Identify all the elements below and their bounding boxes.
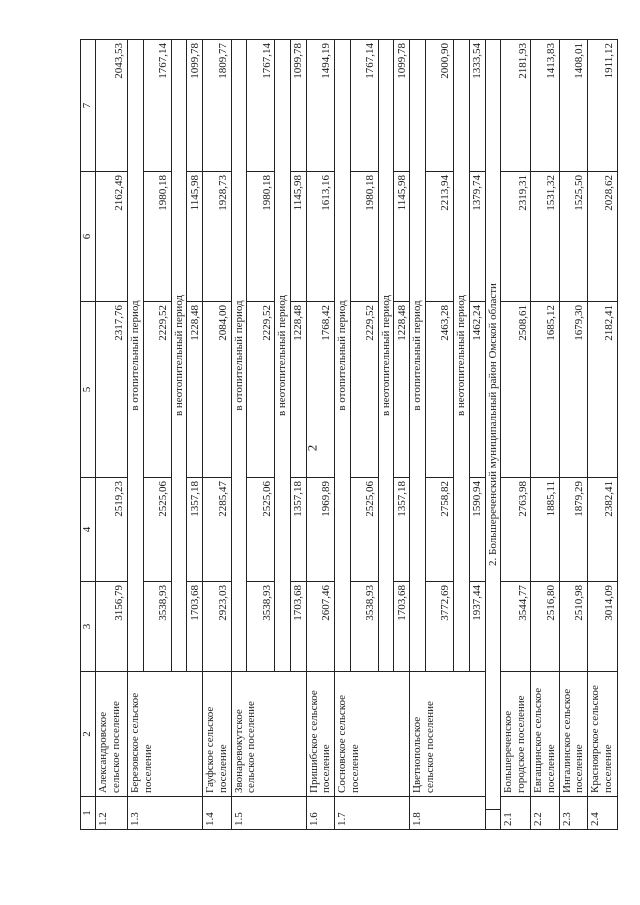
value-cell: 1531,32 bbox=[531, 172, 559, 302]
value-cell: 2525,06 bbox=[143, 478, 171, 582]
value-cell: 1590,94 bbox=[469, 478, 485, 582]
row-index: 1.8 bbox=[410, 797, 485, 830]
value-cell: 2285,47 bbox=[203, 478, 231, 582]
table-row bbox=[531, 40, 559, 830]
value-cell: 1145,98 bbox=[187, 172, 203, 302]
value-cell: 1145,98 bbox=[394, 172, 410, 302]
header-cell: 5 bbox=[81, 302, 96, 478]
row-index: 1.4 bbox=[203, 797, 231, 830]
value-cell: 1379,74 bbox=[469, 172, 485, 302]
value-cell: 2162,49 bbox=[96, 172, 128, 302]
value-cell: 1980,18 bbox=[350, 172, 378, 302]
value-cell: 1228,48 bbox=[290, 302, 306, 478]
value-cell: 1333,54 bbox=[469, 40, 485, 172]
value-cell: 1768,42 bbox=[306, 302, 334, 478]
value-cell: 1462,24 bbox=[469, 302, 485, 478]
value-cell: 2084,00 bbox=[203, 302, 231, 478]
value-cell: 2519,23 bbox=[96, 478, 128, 582]
table-row bbox=[96, 40, 128, 830]
value-cell: 1525,50 bbox=[559, 172, 587, 302]
value-cell: 3156,79 bbox=[96, 582, 128, 672]
header-cell: 2 bbox=[81, 672, 96, 797]
settlement-name: Большереченское городское поселение bbox=[501, 672, 531, 797]
period-label: в отопительный период bbox=[335, 40, 351, 672]
value-cell: 1408,01 bbox=[559, 40, 587, 172]
period-label: в отопительный период bbox=[231, 40, 247, 672]
settlement-name: Цветнопольское сельское поселение bbox=[410, 672, 485, 797]
value-cell: 1767,14 bbox=[350, 40, 378, 172]
value-cell: 1357,18 bbox=[290, 478, 306, 582]
settlement-name: Пришибское сельское поселение bbox=[306, 672, 334, 797]
table-row bbox=[587, 40, 617, 830]
value-cell: 2317,76 bbox=[96, 302, 128, 478]
value-cell: 2758,82 bbox=[426, 478, 454, 582]
value-cell: 2229,52 bbox=[143, 302, 171, 478]
row-index: 2.3 bbox=[559, 797, 587, 830]
section-spacer bbox=[485, 810, 501, 830]
value-cell: 2923,03 bbox=[203, 582, 231, 672]
value-cell: 1494,19 bbox=[306, 40, 334, 172]
header-cell: 1 bbox=[81, 797, 96, 830]
section-header-row bbox=[485, 40, 501, 830]
value-cell: 1767,14 bbox=[143, 40, 171, 172]
value-cell: 3538,93 bbox=[247, 582, 275, 672]
value-cell: 2463,28 bbox=[426, 302, 454, 478]
period-label: в отопительный период bbox=[410, 40, 426, 672]
period-label: в неотопительный период bbox=[171, 40, 187, 672]
value-cell: 1099,78 bbox=[394, 40, 410, 172]
value-cell: 2382,41 bbox=[587, 478, 617, 582]
value-cell: 3538,93 bbox=[350, 582, 378, 672]
value-cell: 1879,29 bbox=[559, 478, 587, 582]
rotated-table-container bbox=[80, 40, 616, 830]
settlement-name: Звонаревокутское сельское поселение bbox=[231, 672, 306, 797]
value-cell: 1980,18 bbox=[247, 172, 275, 302]
value-cell: 1885,11 bbox=[531, 478, 559, 582]
value-cell: 1969,89 bbox=[306, 478, 334, 582]
settlement-name: Березовское сельское поселение bbox=[128, 672, 203, 797]
value-cell: 1357,18 bbox=[394, 478, 410, 582]
header-cell: 7 bbox=[81, 40, 96, 172]
value-cell: 1099,78 bbox=[290, 40, 306, 172]
value-cell: 1145,98 bbox=[290, 172, 306, 302]
value-cell: 2525,06 bbox=[247, 478, 275, 582]
value-cell: 2028,62 bbox=[587, 172, 617, 302]
value-cell: 1703,68 bbox=[394, 582, 410, 672]
value-cell: 2607,46 bbox=[306, 582, 334, 672]
value-cell: 2213,94 bbox=[426, 172, 454, 302]
table-header-row bbox=[81, 40, 96, 830]
value-cell: 1928,73 bbox=[203, 172, 231, 302]
table-row bbox=[231, 40, 247, 830]
value-cell: 3772,69 bbox=[426, 582, 454, 672]
page-number: 2 bbox=[304, 444, 320, 452]
settlement-name: Александровское сельское поселение bbox=[96, 672, 128, 797]
settlement-name: Ингалинское сельское поселение bbox=[559, 672, 587, 797]
value-cell: 2229,52 bbox=[350, 302, 378, 478]
value-cell: 1703,68 bbox=[187, 582, 203, 672]
period-label: в отопительный период bbox=[128, 40, 144, 672]
settlement-name: Евгащинское сельское поселение bbox=[531, 672, 559, 797]
value-cell: 1099,78 bbox=[187, 40, 203, 172]
row-index: 1.2 bbox=[96, 797, 128, 830]
value-cell: 1228,48 bbox=[187, 302, 203, 478]
value-cell: 2319,31 bbox=[501, 172, 531, 302]
table-row bbox=[410, 40, 426, 830]
table-row bbox=[335, 40, 351, 830]
value-cell: 2763,98 bbox=[501, 478, 531, 582]
value-cell: 1767,14 bbox=[247, 40, 275, 172]
value-cell: 1679,30 bbox=[559, 302, 587, 478]
row-index: 1.3 bbox=[128, 797, 203, 830]
row-index: 2.1 bbox=[501, 797, 531, 830]
value-cell: 1703,68 bbox=[290, 582, 306, 672]
value-cell: 2181,93 bbox=[501, 40, 531, 172]
period-label: в неотопительный период bbox=[454, 40, 470, 672]
value-cell: 1613,16 bbox=[306, 172, 334, 302]
settlement-name: Красноярское сельское поселение bbox=[587, 672, 617, 797]
tariff-table bbox=[80, 39, 618, 830]
value-cell: 1357,18 bbox=[187, 478, 203, 582]
header-cell: 3 bbox=[81, 582, 96, 672]
value-cell: 3538,93 bbox=[143, 582, 171, 672]
value-cell: 1228,48 bbox=[394, 302, 410, 478]
row-index: 1.6 bbox=[306, 797, 334, 830]
row-index: 2.2 bbox=[531, 797, 559, 830]
value-cell: 2516,80 bbox=[531, 582, 559, 672]
value-cell: 2508,61 bbox=[501, 302, 531, 478]
settlement-name: Сосновское сельское поселение bbox=[335, 672, 410, 797]
period-label: в неотопительный период bbox=[378, 40, 394, 672]
value-cell: 1809,77 bbox=[203, 40, 231, 172]
value-cell: 1685,12 bbox=[531, 302, 559, 478]
row-index: 1.5 bbox=[231, 797, 306, 830]
value-cell: 2229,52 bbox=[247, 302, 275, 478]
header-cell: 6 bbox=[81, 172, 96, 302]
value-cell: 2525,06 bbox=[350, 478, 378, 582]
row-index: 2.4 bbox=[587, 797, 617, 830]
period-label: в неотопительный период bbox=[275, 40, 291, 672]
settlement-name: Гауфское сельское поселение bbox=[203, 672, 231, 797]
value-cell: 1937,44 bbox=[469, 582, 485, 672]
value-cell: 1413,83 bbox=[531, 40, 559, 172]
value-cell: 3544,77 bbox=[501, 582, 531, 672]
row-index: 1.7 bbox=[335, 797, 410, 830]
value-cell: 3014,09 bbox=[587, 582, 617, 672]
value-cell: 1980,18 bbox=[143, 172, 171, 302]
value-cell: 2043,53 bbox=[96, 40, 128, 172]
table-row bbox=[128, 40, 144, 830]
header-cell: 4 bbox=[81, 478, 96, 582]
section-title: 2. Большереченский муниципальный район Омской области bbox=[485, 40, 501, 810]
table-row bbox=[559, 40, 587, 830]
table-row bbox=[501, 40, 531, 830]
value-cell: 1911,12 bbox=[587, 40, 617, 172]
value-cell: 2182,41 bbox=[587, 302, 617, 478]
table-row bbox=[203, 40, 231, 830]
table-row bbox=[306, 40, 334, 830]
value-cell: 2000,90 bbox=[426, 40, 454, 172]
value-cell: 2510,98 bbox=[559, 582, 587, 672]
